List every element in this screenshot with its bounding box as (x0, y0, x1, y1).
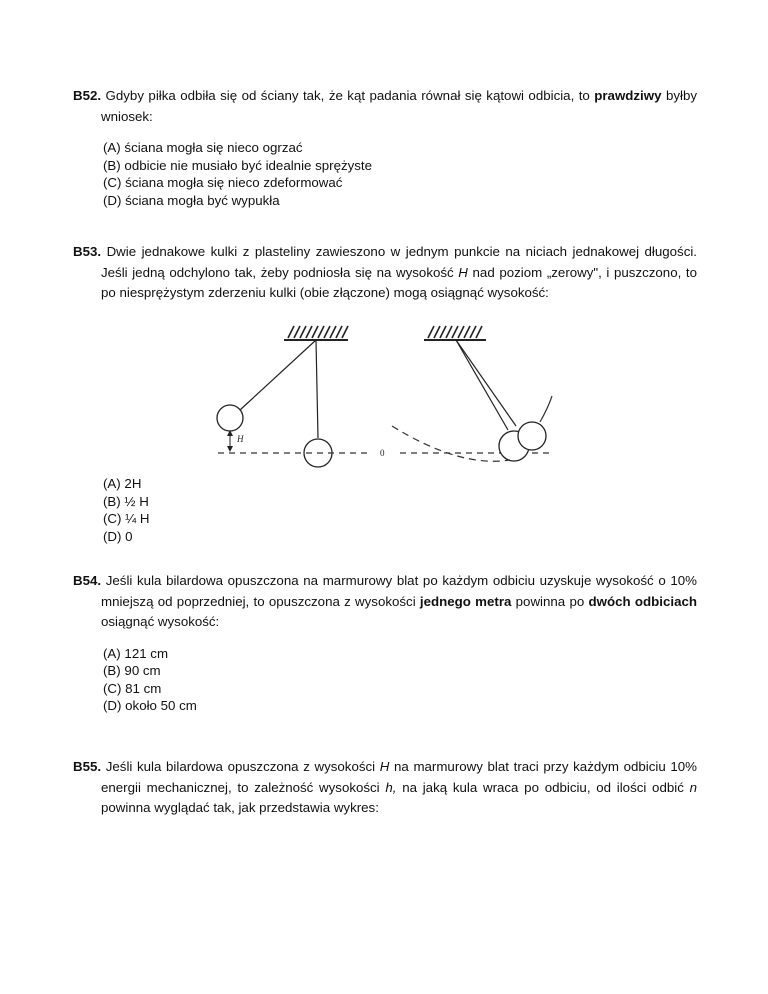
question-text (73, 242, 697, 304)
height-label: H (237, 434, 244, 444)
italic-var: H (458, 264, 468, 280)
swing-arc-left (392, 426, 510, 461)
option-c: (C) ściana mogła się nieco zdeformować (103, 175, 343, 190)
question-number: B55. (73, 759, 102, 774)
text-segment: nad poziom „zerowy", i puszczono, to po niesprężystym zderzeniu kulki (obie złączone) mogą osiągnąć wysokość: (101, 264, 698, 300)
question-number: B53. (73, 244, 102, 259)
italic-var: n (689, 779, 697, 795)
swing-arc-right (540, 396, 552, 422)
option-a: (A) 2H (103, 476, 142, 491)
string-vertical (316, 340, 318, 438)
text-segment: powinna po (511, 593, 589, 609)
right-ceiling (424, 326, 486, 340)
question-number: B52. (73, 88, 102, 103)
option-d: (D) 0 (103, 528, 133, 544)
height-arrow-icon (227, 430, 233, 452)
text-segment: Dwie jednakowe kulki z plasteliny zawieszono w jednym punkcie na niciach jednakowej długości. Jeśli jedną odchylono tak, żeby podniosła się na wysokość (101, 244, 697, 280)
text-segment: Jeśli kula bilardowa opuszczona z wysokości (105, 759, 380, 774)
bold-text: dwóch odbiciach (588, 593, 697, 609)
option-b: (B) 90 cm (103, 663, 161, 678)
option-b: (B) ½ H (103, 493, 149, 509)
question-text (73, 86, 697, 127)
text-segment: powinna wyglądać tak, jak przedstawia wykres: (101, 800, 379, 815)
question-b53 (73, 242, 697, 304)
string-deflected (240, 340, 316, 410)
question-b52 (73, 86, 697, 209)
text-segment: osiągnąć wysokość: (101, 614, 220, 629)
italic-var: h, (385, 779, 397, 795)
left-ceiling (284, 326, 348, 340)
question-b55 (73, 757, 697, 819)
string-joined-1 (456, 340, 508, 430)
question-text (73, 571, 697, 633)
question-b53-options (73, 475, 697, 545)
text-segment: byłby wniosek: (101, 88, 697, 124)
string-joined-2 (456, 340, 516, 426)
question-b54 (73, 571, 697, 715)
question-text (73, 757, 697, 819)
option-d: (D) około 50 cm (103, 698, 197, 713)
option-list (103, 475, 697, 545)
option-c: (C) 81 cm (103, 680, 162, 696)
italic-var: H (379, 759, 390, 774)
zero-label: 0 (380, 448, 385, 458)
text-segment: na marmurowy blat traci przy każdym odbiciu 10% energii mechanicznej, to zależność wysokości (101, 759, 698, 795)
option-a: (A) ściana mogła się nieco ogrzać (103, 140, 303, 155)
option-a: (A) 121 cm (103, 645, 169, 661)
pendulum-figure (210, 318, 555, 474)
question-number: B54. (73, 573, 102, 588)
option-c: (C) ¼ H (103, 511, 150, 526)
text-segment: na jaką kula wraca po odbiciu, od ilości odbić (396, 779, 690, 795)
text-segment: Jeśli kula bilardowa opuszczona na marmurowy blat po każdym odbiciu uzyskuje wysokość o 10% mniejszą od poprzedniej, to opuszczona z wysokości (101, 573, 698, 609)
bold-text: prawdziwy (594, 88, 662, 103)
bold-text: jednego metra (419, 593, 512, 609)
text-segment: Gdyby piłka odbiła się od ściany tak, że kąt padania równał się kątowi odbicia, to (105, 88, 595, 103)
option-list (103, 645, 697, 715)
ball-raised (217, 405, 243, 431)
option-b: (B) odbicie nie musiało być idealnie sprężyste (103, 157, 373, 173)
joined-ball-2 (518, 422, 546, 450)
option-list (103, 139, 697, 209)
option-d: (D) ściana mogła być wypukła (103, 192, 280, 208)
